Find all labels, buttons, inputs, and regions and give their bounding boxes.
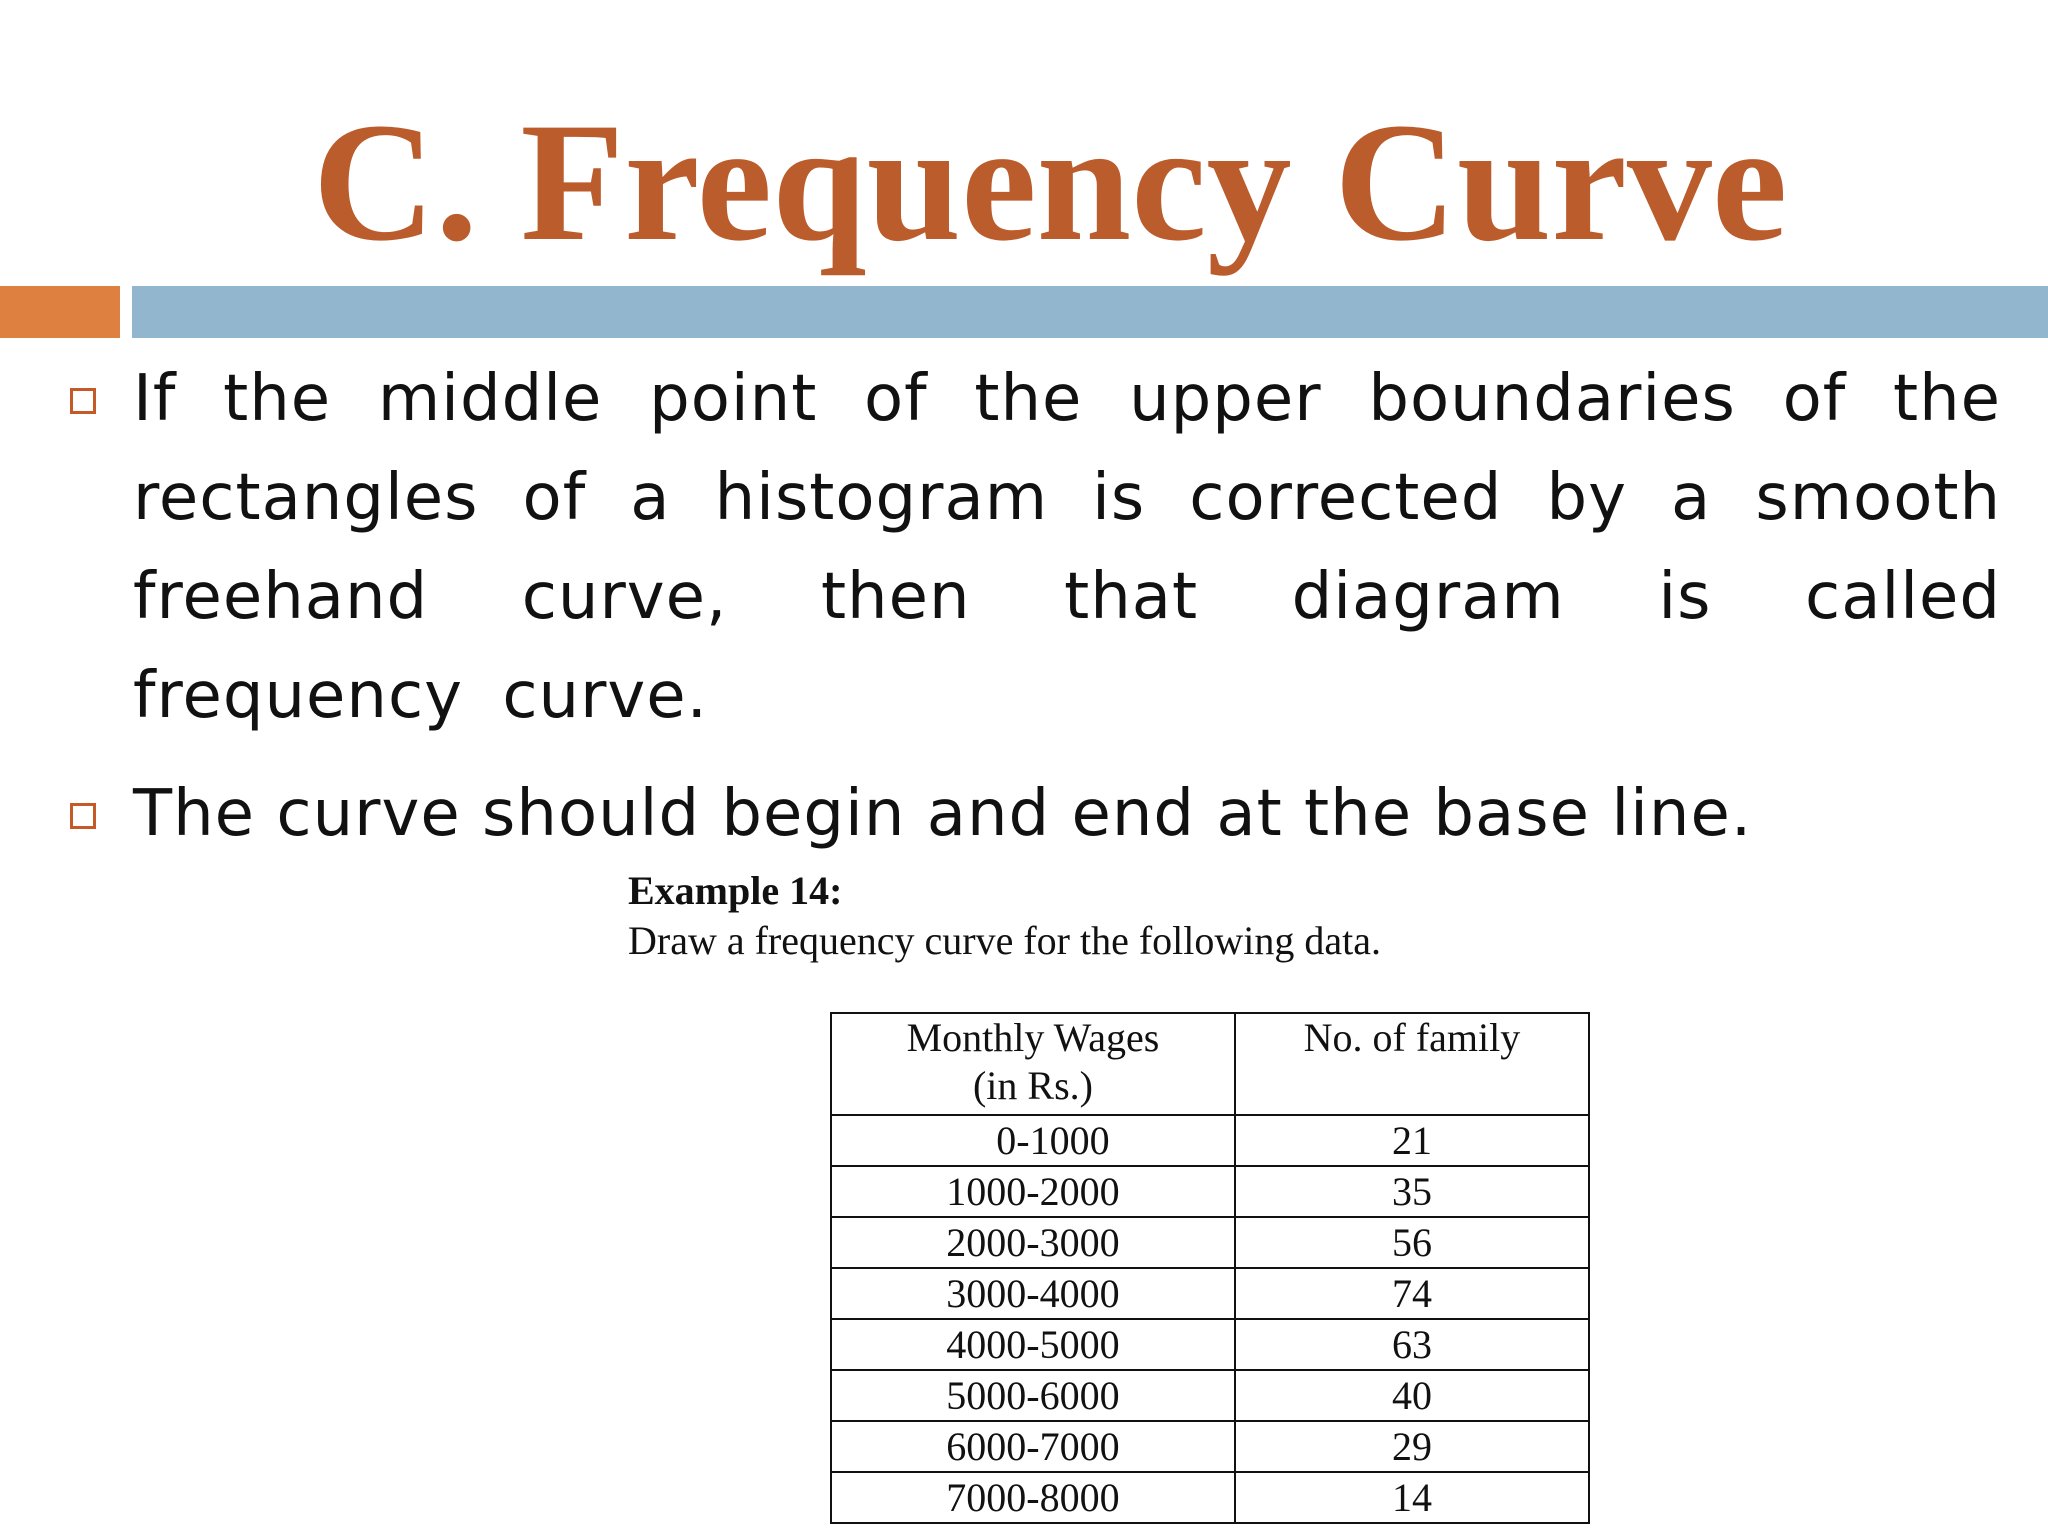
wages-cell: 1000-2000: [831, 1166, 1235, 1217]
wages-cell: 0-1000: [831, 1115, 1235, 1166]
table-row: [831, 1319, 1589, 1370]
header-wages-line2: (in Rs.): [972, 1063, 1093, 1108]
table-header-row: [831, 1013, 1589, 1115]
table-row: [831, 1421, 1589, 1472]
header-wages-line1: Monthly Wages: [906, 1015, 1160, 1060]
header-monthly-wages: [831, 1013, 1235, 1115]
table-row: [831, 1472, 1589, 1523]
family-cell: 74: [1235, 1268, 1589, 1319]
family-cell: 56: [1235, 1217, 1589, 1268]
table-row: [831, 1115, 1589, 1166]
bullet-text: If the middle point of the upper boundaries of the rectangles of a histogram is corrected by a smooth freehand curve, then that diagram is called frequency curve.: [133, 362, 2001, 733]
header-no-of-family: No. of family: [1235, 1013, 1589, 1115]
table-row: [831, 1268, 1589, 1319]
wages-frequency-table: [830, 1012, 1590, 1524]
wages-cell: 5000-6000: [831, 1370, 1235, 1421]
square-bullet-icon: [70, 388, 96, 414]
family-cell: 29: [1235, 1421, 1589, 1472]
table-row: [831, 1370, 1589, 1421]
example-block: [628, 866, 1381, 966]
bullet-text: The curve should begin and end at the base line.: [133, 777, 1753, 851]
title-accent-bar-blue: [132, 286, 2048, 338]
wages-cell: 3000-4000: [831, 1268, 1235, 1319]
example-instruction: Draw a frequency curve for the following data.: [628, 918, 1382, 963]
table-row: [831, 1166, 1589, 1217]
family-cell: 35: [1235, 1166, 1589, 1217]
wages-cell: 6000-7000: [831, 1421, 1235, 1472]
family-cell: 14: [1235, 1472, 1589, 1523]
slide-title: C. Frequency Curve: [312, 88, 1788, 276]
wages-cell: 7000-8000: [831, 1472, 1235, 1523]
family-cell: 40: [1235, 1370, 1589, 1421]
family-cell: 21: [1235, 1115, 1589, 1166]
wages-cell: 4000-5000: [831, 1319, 1235, 1370]
example-label: Example 14:: [628, 868, 843, 913]
wages-cell: 2000-3000: [831, 1217, 1235, 1268]
square-bullet-icon: [70, 803, 96, 829]
title-accent-bar-orange: [0, 286, 120, 338]
table-row: [831, 1217, 1589, 1268]
family-cell: 63: [1235, 1319, 1589, 1370]
